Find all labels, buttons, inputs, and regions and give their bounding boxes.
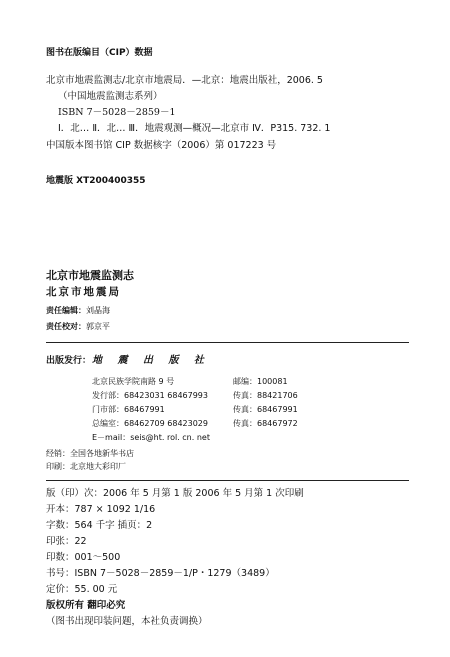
sheets: 印张：22 [46, 536, 87, 547]
cip-line-2: （中国地震监测志系列） [58, 91, 163, 102]
sales-dept-fax: 传真：88421706 [233, 391, 298, 400]
print-run: 印数：001～500 [46, 552, 121, 563]
editorial-dept-fax: 传真：68467972 [233, 419, 298, 428]
proofreader-label: 责任校对： [46, 322, 86, 331]
editor-line [46, 307, 110, 315]
editor-name: 刘晶海 [86, 306, 110, 315]
cip-classification: Ⅰ．北… Ⅱ．北… Ⅲ．地震观测—概况—北京市 Ⅳ．P315. 732. 1 [58, 123, 331, 134]
printer: 印刷：北京地大彩印厂 [46, 462, 126, 471]
publisher-address: 北京民族学院南路 9 号 [92, 377, 175, 386]
divider-bottom [46, 480, 409, 481]
editor-label: 责任编辑： [46, 306, 86, 315]
publisher-label: 出版发行： [46, 356, 92, 366]
sales-dept-phone: 发行部：68423031 68467993 [92, 391, 208, 400]
cip-isbn: ISBN 7－5028－2859－1 [58, 107, 176, 118]
retail-dept-fax: 传真：68467991 [233, 405, 298, 414]
word-count: 字数：564 千字 插页：2 [46, 520, 153, 531]
proofreader-name: 郭京平 [86, 322, 110, 331]
copyright: 版权所有 翻印必究 [46, 600, 126, 611]
cip-number: 中国版本图书馆 CIP 数据核字（2006）第 017223 号 [46, 140, 277, 151]
publisher-postcode: 邮编：100081 [233, 377, 288, 386]
price: 定价：55. 00 元 [46, 584, 118, 595]
publisher-email: E－mail：seis@ht. rol. cn. net [92, 433, 210, 442]
proofreader-line [46, 323, 110, 331]
distributor: 经销：全国各地新华书店 [46, 449, 134, 458]
retail-dept-phone: 门市部：68467991 [92, 405, 165, 414]
publisher-name: 地 震 出 版 社 [92, 355, 210, 366]
cip-line-1: 北京市地震监测志/北京市地震局．—北京：地震出版社，2006. 5 [46, 75, 323, 86]
quality-notice: （图书出现印装问题，本社负责调换） [46, 616, 208, 627]
format-info: 开本：787 × 1092 1/16 [46, 504, 156, 515]
book-title: 北京市地震监测志 [46, 269, 134, 282]
cip-heading: 图书在版编目（CIP）数据 [46, 48, 153, 58]
book-number: 书号：ISBN 7－5028－2859－1/P・1279（3489） [46, 568, 275, 579]
editorial-dept-phone: 总编室：68462709 68423029 [92, 419, 208, 428]
edition-info: 版（印）次：2006 年 5 月第 1 版 2006 年 5 月第 1 次印刷 [46, 488, 304, 499]
divider-top [46, 342, 409, 343]
edition-code: 地震版 XT200400355 [46, 176, 146, 186]
book-author: 北京市地震局 [46, 286, 121, 298]
